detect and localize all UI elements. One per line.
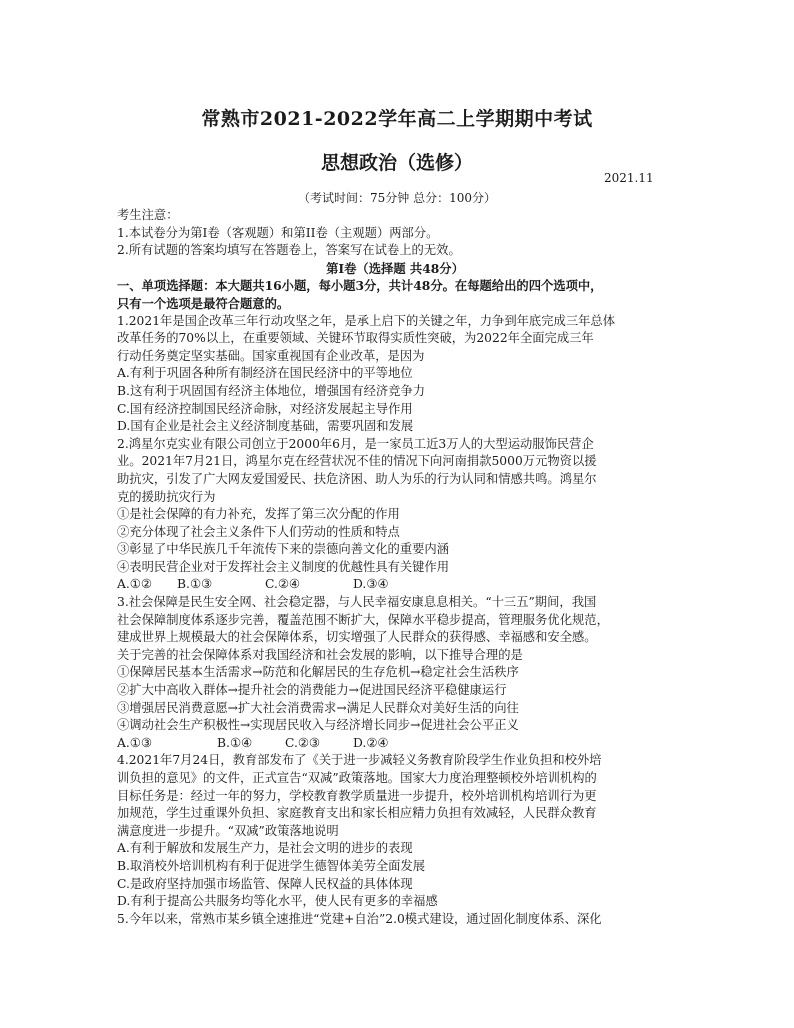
statement-item: ①保障居民基本生活需求→防范和化解居民的生存危机→稳定社会生活秩序 <box>117 665 519 680</box>
question-text: 目标任务是：经过一年的努力，学校教育教学质量进一步提升，校外培训机构培训行为更 <box>117 788 597 803</box>
question-text: 加规范，学生过重课外负担、家庭教育支出和家长相应精力负担有效减轻，人民群众教育 <box>117 806 597 821</box>
answer-options <box>117 735 673 753</box>
question-text: 建成世界上规模最大的社会保障体系，切实增强了人民群众的获得感、幸福感和安全感。 <box>117 630 597 645</box>
section-title: 第I卷（选择题 共48分） <box>326 260 464 276</box>
option-d: D.②④ <box>353 735 389 750</box>
question-text: 克的援助抗灾行为 <box>117 489 216 504</box>
option-b: B.这有利于巩固国有经济主体地位，增强国有经济竞争力 <box>117 383 426 398</box>
question-3 <box>117 594 673 752</box>
notice-line: 1.本试卷分为第I卷（客观题）和第II卷（主观题）两部分。 <box>117 225 439 240</box>
option-b: B.①④ <box>217 735 252 750</box>
option-c: C.②④ <box>265 577 300 592</box>
section-instructions: 只有一个选项是最符合题意的。 <box>117 295 290 311</box>
statement-item: ①是社会保障的有力补充，发挥了第三次分配的作用 <box>117 507 400 522</box>
statement-item: ②充分体现了社会主义条件下人们劳动的性质和特点 <box>117 524 400 539</box>
question-text: 3.社会保障是民生安全网、社会稳定器，与人民幸福安康息息相关。“十三五”期间，我国 <box>117 595 597 610</box>
exam-info: （考试时间：75分钟 总分：100分） <box>298 191 496 205</box>
question-text: 训负担的意见》的文件，正式宣告“双减”政策落地。国家大力度治理整顿校外培训机构的 <box>117 771 597 785</box>
statement-item: ④表明民营企业对于发挥社会主义制度的优越性具有关键作用 <box>117 559 450 574</box>
question-4 <box>117 752 673 910</box>
question-text: 改革任务的70%以上，在重要领域、关键环节取得实质性突破，为2022年全面完成三年 <box>117 331 594 346</box>
option-b: B.①③ <box>177 577 212 592</box>
question-text: 2.鸿星尔克实业有限公司创立于2000年6月，是一家员工近3万人的大型运动服饰民营企 <box>117 436 594 451</box>
option-a: A.有利于解放和发展生产力，是社会文明的进步的表现 <box>117 841 413 856</box>
question-text: 行动任务奠定坚实基础。国家重视国有企业改革，是因为 <box>117 348 425 363</box>
question-text: 1.2021年是国企改革三年行动攻坚之年，是承上启下的关键之年，力争到年底完成三年总体 <box>117 313 616 328</box>
question-5 <box>117 911 673 929</box>
notice-line: 2.所有试题的答案均填写在答题卷上，答案写在试卷上的无效。 <box>117 243 461 258</box>
notice-heading: 考生注意： <box>117 208 179 222</box>
statement-item: ②扩大中高收入群体→提升社会的消费能力→促进国民经济平稳健康运行 <box>117 683 507 698</box>
question-2 <box>117 436 673 594</box>
option-d: D.有利于提高公共服务均等化水平，使人民有更多的幸福感 <box>117 894 438 909</box>
question-text: 社会保障制度体系逐步完善，覆盖范围不断扩大，保障水平稳步提高，管理服务优化规范， <box>117 612 609 627</box>
option-c: C.②③ <box>285 735 320 750</box>
question-text: 业。2021年7月21日，鸿星尔克在经营状况不佳的情况下向河南捐款5000万元物资以援 <box>117 454 597 469</box>
question-text: 4.2021年7月24日，教育部发布了《关于进一步减轻义务教育阶段学生作业负担和校外培 <box>117 753 602 768</box>
option-c: C.是政府坚持加强市场监管、保障人民权益的具体体现 <box>117 876 413 891</box>
exam-subtitle: 思想政治（选修） <box>320 152 473 174</box>
exam-content <box>117 207 673 928</box>
question-text: 满意度进一步提升。“双减”政策落地说明 <box>117 823 339 838</box>
question-text: 5.今年以来，常熟市某乡镇全速推进“党建+自治”2.0模式建设，通过固化制度体系、深化 <box>117 911 602 926</box>
statement-item: ③彰显了中华民族几千年流传下来的崇德向善文化的重要内涵 <box>117 542 450 557</box>
statement-item: ③增强居民消费意愿→扩大社会消费需求→满足人民群众对美好生活的向往 <box>117 700 519 715</box>
exam-date: 2021.11 <box>604 171 654 185</box>
statement-item: ④调动社会生产积极性→实现居民收入与经济增长同步→促进社会公平正义 <box>117 718 519 733</box>
option-c: C.国有经济控制国民经济命脉，对经济发展起主导作用 <box>117 401 413 416</box>
question-1 <box>117 313 673 436</box>
option-b: B.取消校外培训机构有利于促进学生德智体美劳全面发展 <box>117 858 426 873</box>
option-a: A.①② <box>117 577 152 592</box>
option-a: A.①③ <box>117 735 152 750</box>
section-instructions: 一、单项选择题：本大题共16小题，每小题3分，共计48分。在每题给出的四个选项中， <box>117 278 603 294</box>
exam-title: 常熟市2021-2022学年高二上学期期中考试 <box>201 108 593 130</box>
question-text: 关于完善的社会保障体系对我国经济和社会发展的影响，以下推导合理的是 <box>117 647 523 662</box>
answer-options <box>117 576 673 594</box>
option-d: D.③④ <box>353 577 389 592</box>
option-d: D.国有企业是社会主义经济制度基础，需要巩固和发展 <box>117 419 414 434</box>
option-a: A.有利于巩固各种所有制经济在国民经济中的平等地位 <box>117 366 413 381</box>
question-text: 助抗灾，引发了广大网友爱国爱民、扶危济困、助人为乐的行为认同和情感共鸣。鸿星尔 <box>117 471 597 486</box>
